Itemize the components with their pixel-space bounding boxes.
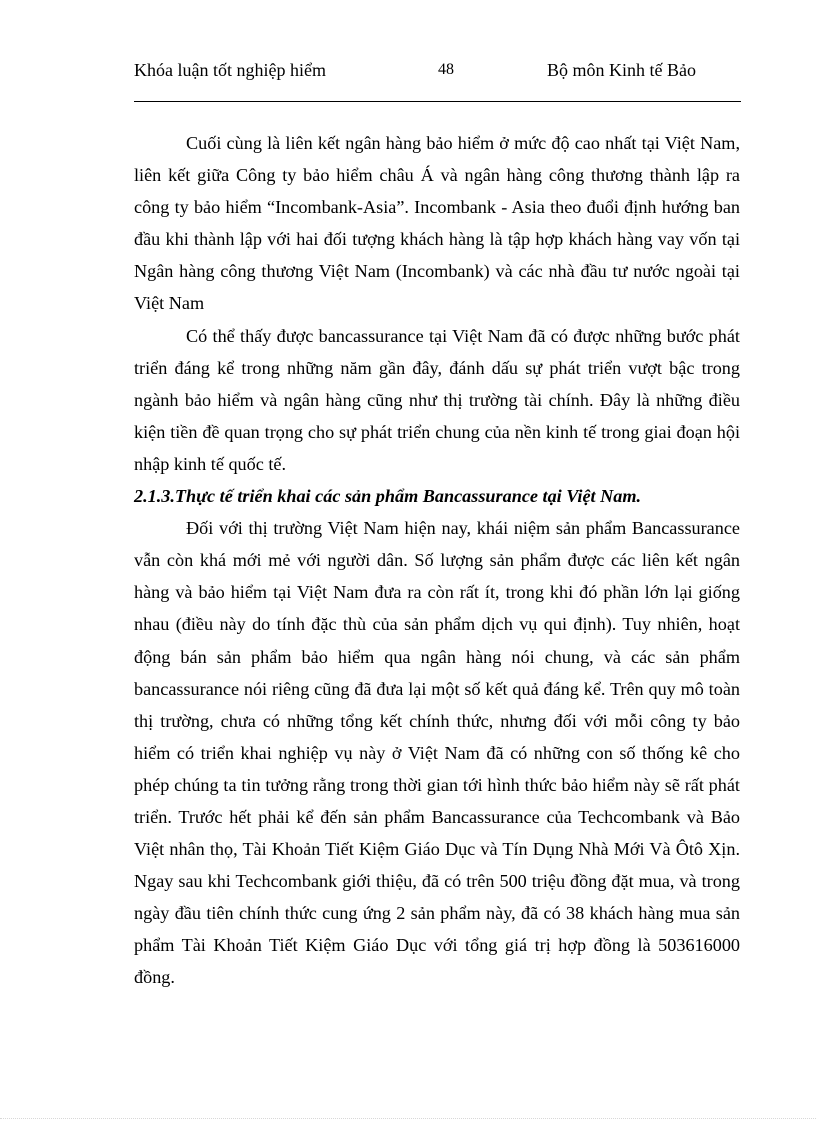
page-bottom-divider [0, 1118, 816, 1119]
page-number: 48 [438, 61, 454, 78]
header-left-title: Khóa luận tốt nghiệp hiểm [134, 60, 326, 80]
paragraph: Có thể thấy được bancassurance tại Việt Nam đã có được những bước phát triển đáng kể trong những năm gần đây, đánh dấu sự phát triển vượt bậc trong ngành bảo hiểm và ngân hàng cũng như thị trường tài chính. Đây là những điều kiện tiền đề quan trọng cho sự phát triển chung của nền kinh tế trong giai đoạn hội nhập kinh tế quốc tế. [134, 325, 740, 474]
paragraph: Đối với thị trường Việt Nam hiện nay, khái niệm sản phẩm Bancassurance vẫn còn khá mới mẻ với người dân. Số lượng sản phẩm được các liên kết ngân hàng và bảo hiểm tại Việt Nam đưa ra còn rất ít, trong khi đó phần lớn lại giống nhau (điều này do tính đặc thù của sản phẩm dịch vụ qui định). Tuy nhiên, hoạt động bán sản phẩm bảo hiểm qua ngân hàng nói chung, và các sản phẩm bancassurance nói riêng cũng đã đưa lại một số kết quả đáng kể. Trên quy mô toàn thị trường, chưa có những tổng kết chính thức, nhưng đối với mỗi công ty bảo hiểm có triển khai nghiệp vụ này ở Việt Nam đã có những con số thống kê cho phép chúng ta tin tưởng rằng trong thời gian tới hình thức bảo hiểm này sẽ rất phát triển. Trước hết phải kể đến sản phẩm Bancassurance của Techcombank và Bảo Việt nhân thọ, Tài Khoản Tiết Kiệm Giáo Dục và Tín Dụng Nhà Mới Và Ôtô Xịn. Ngay sau khi Techcombank giới thiệu, đã có trên 500 triệu đồng đặt mua, và trong ngày đầu tiên chính thức cung ứng 2 sản phẩm này, đã có 38 khách hàng mua sản phẩm Tài Khoản Tiết Kiệm Giáo Dục với tổng giá trị hợp đồng là 503616000 đồng. [134, 518, 740, 988]
page-header [134, 55, 741, 102]
section-heading: 2.1.3.Thực tế triển khai các sản phẩm Bancassurance tại Việt Nam. [134, 486, 642, 507]
paragraph: Cuối cùng là liên kết ngân hàng bảo hiểm ở mức độ cao nhất tại Việt Nam, liên kết giữa Công ty bảo hiểm châu Á và ngân hàng công thương thành lập ra công ty bảo hiểm “Incombank-Asia”. Incombank - Asia theo đuổi định hướng ban đầu khi thành lập với hai đối tượng khách hàng là tập hợp khách hàng vay vốn tại Ngân hàng công thương Việt Nam (Incombank) và các nhà đầu tư nước ngoài tại Việt Nam [134, 133, 740, 314]
document-body [134, 127, 740, 994]
header-right-title: Bộ môn Kinh tế Bảo [547, 60, 696, 80]
